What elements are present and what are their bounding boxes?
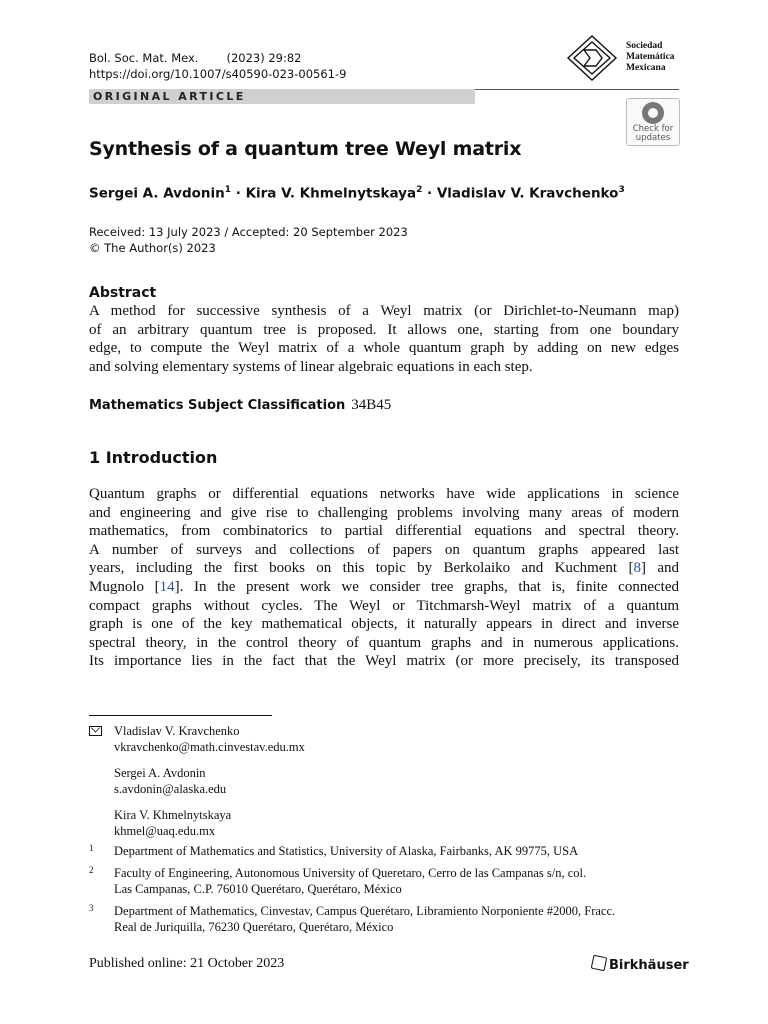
abstract-line: of an arbitrary quantum tree is proposed. It allows one, starting from one boundary [89, 321, 679, 338]
journal-volume: (2023) 29:82 [226, 51, 302, 65]
author-affiliation-mark: 1 [224, 185, 232, 195]
abstract-line: and solving elementary systems of linear algebraic equations in each step. [89, 358, 533, 375]
doi-link[interactable]: https://doi.org/10.1007/s40590-023-00561-9 [89, 67, 347, 81]
intro-line: graph is one of the key mathematical objects, it naturally appears in direct and inverse [89, 616, 679, 633]
journal-citation [89, 50, 346, 82]
check-for-updates-badge[interactable] [626, 98, 680, 146]
publisher-name: Birkhäuser [609, 958, 689, 973]
abstract-heading: Abstract [89, 285, 157, 301]
society-line: Matemática [626, 52, 675, 62]
intro-line: spectral theory, in the control theory of quantum graphs and in numerous applications. [89, 634, 679, 651]
abstract-line: A method for successive synthesis of a Weyl matrix (or Dirichlet-to-Neumann map) [89, 303, 679, 319]
author-name[interactable]: Kira V. Khmelnytskaya [245, 185, 417, 202]
paper-title: Synthesis of a quantum tree Weyl matrix [89, 138, 522, 160]
introduction-body [89, 485, 679, 671]
footnote-rule [89, 715, 272, 716]
affiliation-number: 2 [89, 865, 94, 875]
citation-link[interactable]: 14 [159, 578, 175, 595]
affiliation-line: Faculty of Engineering, Autonomous University of Queretaro, Cerro de las Campanas s/n, col. [114, 866, 587, 880]
author-name[interactable]: Sergei A. Avdonin [89, 185, 225, 202]
publisher-mark [592, 956, 689, 973]
society-line: Sociedad [626, 41, 663, 51]
society-name [626, 41, 675, 74]
intro-line: A number of surveys and collections of papers on quantum graphs appeared last [89, 541, 679, 558]
section-heading: 1 Introduction [89, 448, 218, 467]
envelope-icon [89, 726, 102, 736]
affiliation-number: 3 [89, 903, 94, 913]
coauthor-contact [114, 807, 231, 839]
intro-line: Quantum graphs or differential equations networks have wide applications in science [89, 486, 679, 502]
affiliation-line: Real de Juriquilla, 76230 Querétaro, Querétaro, México [114, 920, 394, 934]
affiliation-line: Las Campanas, C.P. 76010 Querétaro, Querétaro, México [114, 882, 402, 896]
author-list [89, 185, 625, 202]
published-online: Published online: 21 October 2023 [89, 956, 285, 971]
contact-name: Vladislav V. Kravchenko [114, 724, 240, 738]
article-type-band [89, 89, 475, 104]
society-line: Mexicana [626, 63, 666, 73]
check-updates-icon [642, 102, 664, 124]
check-updates-label [627, 125, 679, 143]
author-separator: · [231, 185, 246, 202]
author-separator: · [422, 185, 437, 202]
author-affiliation-mark: 3 [618, 185, 625, 195]
affiliation-line: Department of Mathematics and Statistics, University of Alaska, Fairbanks, AK 99775, USA [114, 844, 579, 858]
citation-link[interactable]: 8 [633, 560, 641, 577]
abstract-body [89, 302, 679, 376]
copyright: © The Author(s) 2023 [89, 241, 216, 255]
msc-classification [89, 397, 391, 414]
received-accepted: Received: 13 July 2023 / Accepted: 20 September 2023 [89, 225, 408, 239]
article-type: ORIGINAL ARTICLE [93, 90, 246, 103]
check-updates-line: updates [635, 133, 671, 143]
intro-line: years, including the first books on this topic by Berkolaiko and Kuchment [8] and [89, 560, 679, 577]
article-dates [89, 224, 408, 256]
corresponding-author [114, 723, 305, 755]
contact-name: Kira V. Khmelnytskaya [114, 808, 232, 822]
publisher-logo-icon [591, 955, 608, 972]
affiliation-line: Department of Mathematics, Cinvestav, Campus Querétaro, Libramiento Norponiente #2000, Fracc. [114, 904, 616, 918]
contact-email[interactable]: khmel@uaq.edu.mx [114, 824, 216, 838]
journal-name: Bol. Soc. Mat. Mex. [89, 51, 199, 65]
intro-line: Its importance lies in the fact that the Weyl matrix (or more precisely, its transposed [89, 653, 679, 670]
msc-code: 34B45 [351, 397, 392, 413]
contact-email[interactable]: vkravchenko@math.cinvestav.edu.mx [114, 740, 305, 754]
contact-email[interactable]: s.avdonin@alaska.edu [114, 782, 227, 796]
author-name[interactable]: Vladislav V. Kravchenko [436, 185, 619, 202]
intro-line: and engineering and give rise to challenging problems involving many areas of modern [89, 504, 679, 521]
intro-line: mathematics, from combinatorics to partial differential equations and spectral theory. [89, 523, 679, 540]
coauthor-contact [114, 765, 226, 797]
intro-line: Mugnolo [14]. In the present work we consider tree graphs, that is, finite connected [89, 578, 679, 595]
contact-name: Sergei A. Avdonin [114, 766, 206, 780]
msc-label: Mathematics Subject Classification [89, 398, 346, 413]
affiliation-number: 1 [89, 843, 94, 853]
author-affiliation-mark: 2 [416, 185, 423, 195]
check-updates-line: Check for [632, 124, 674, 134]
intro-line: compact graphs without cycles. The Weyl or Titchmarsh-Weyl matrix of a quantum [89, 597, 679, 614]
abstract-line: edge, to compute the Weyl matrix of a whole quantum graph by adding on new edges [89, 340, 679, 357]
